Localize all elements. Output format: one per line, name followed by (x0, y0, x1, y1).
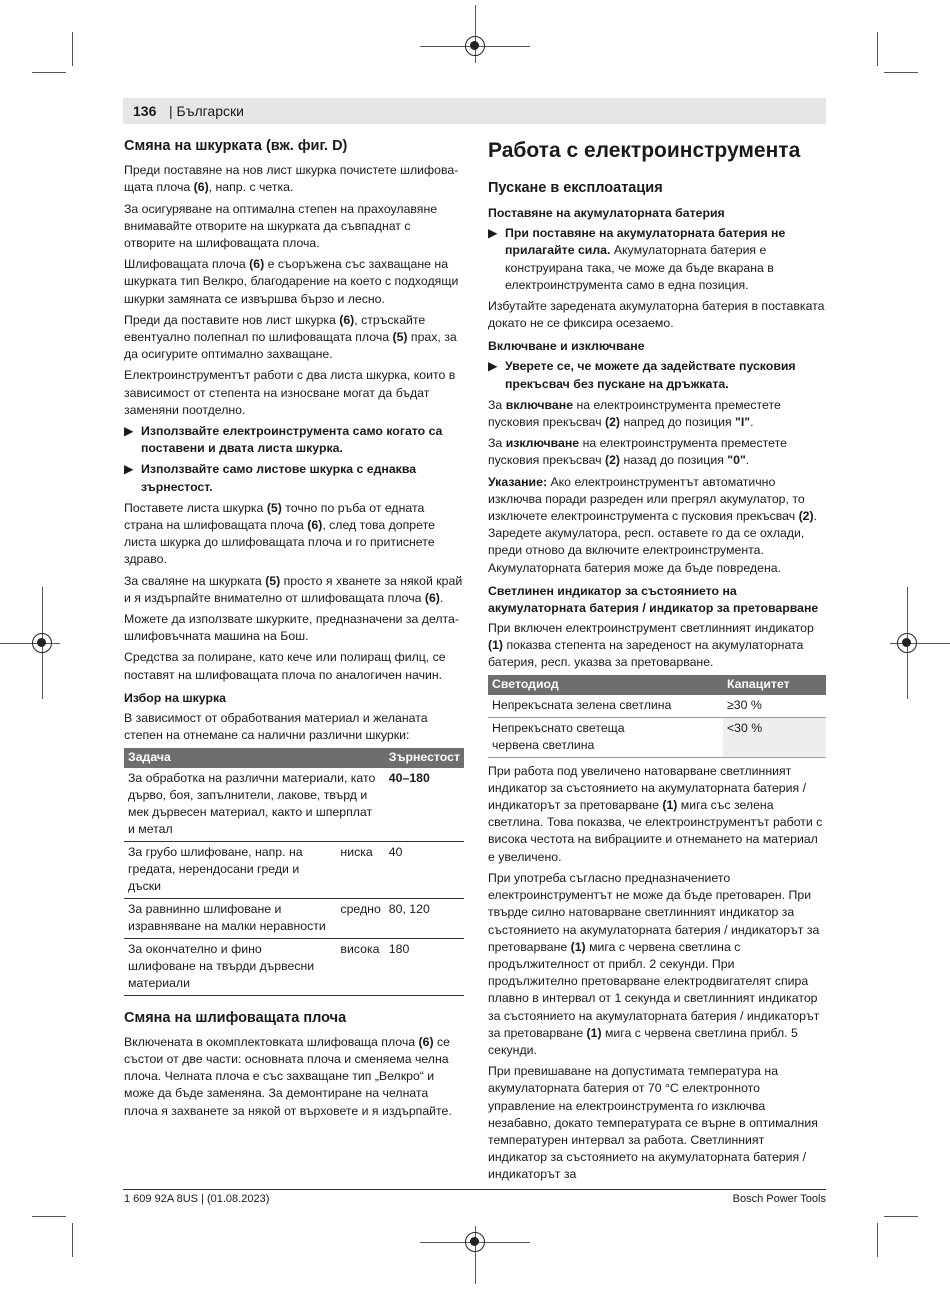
registration-mark-icon (465, 1232, 485, 1252)
table-row (124, 898, 464, 938)
table-row (488, 695, 826, 718)
language-label: Български (176, 103, 244, 119)
table-cell: <30 % (723, 717, 826, 757)
registration-mark-icon (897, 633, 917, 653)
crop-mark (884, 1216, 918, 1217)
subsection-heading: Избор на шкурка (124, 690, 226, 705)
table-cell: 40 (385, 841, 464, 898)
chapter-title: Работа с електроинструмента (488, 139, 801, 162)
table-header: Светодиод (488, 675, 723, 694)
footer-divider (123, 1189, 826, 1190)
paragraph: При включен електроинструмент светлинният индикатор (1) показва степента на зареденост на акумулаторната батерия, респ. указва за претоварване. (488, 620, 814, 670)
crop-mark (32, 1216, 66, 1217)
section-heading: Смяна на шкурката (вж. фиг. D) (124, 138, 348, 154)
table-row (124, 768, 464, 842)
table-cell: 40–180 (385, 768, 464, 842)
table-cell: ≥30 % (723, 695, 826, 718)
crop-mark (32, 72, 66, 73)
table-header: Задача (124, 748, 385, 767)
paragraph: Електроинструментът работи с два листа шкурка, които в зависимост от степента на износване могат да бъдат заменяни поотделно. (124, 368, 456, 417)
right-column (488, 138, 826, 1188)
paragraph: Преди поставяне на нов лист шкурка почистете шлифоващата плоча (6), напр. с четка. (124, 163, 459, 195)
table-row (124, 938, 464, 995)
table-cell: За обработка на различни материали, като дърво, боя, запълнители, лакове, твърд и мек дървесен материал, както и шперплат и метал (124, 768, 385, 842)
table-cell: За окончателно и фино шлифоване на твърди дървесни материали (124, 938, 336, 995)
subsection-heading: Поставяне на акумулаторната батерия (488, 206, 725, 221)
table-cell: 80, 120 (385, 898, 464, 938)
table-cell: 180 (385, 938, 464, 995)
warning-bullet: ▶ Използвайте електроинструмента само когато са поставени и двата листа шкурка. (124, 424, 443, 456)
table-cell: Непрекъснато светеща червена светлина (488, 717, 723, 757)
paragraph: Можете да използвате шкурките, предназначени за делта-шлифовъчната машина на Бош. (124, 612, 459, 644)
subsection-heading: Включване и изключване (488, 339, 645, 354)
table-cell: За грубо шлифоване, напр. на гредата, нерендосани греди и дъски (124, 841, 336, 898)
paragraph: Преди да поставите нов лист шкурка (6), стръскайте евентуално полепнал по шлифоващата плоча (5) прах, за да осигурите оптимално захващане. (124, 312, 457, 362)
crop-mark (884, 72, 918, 73)
section-heading: Пускане в експлоатация (488, 180, 663, 196)
paragraph: Средства за полиране, като кече или полиращ филц, се поставят на шлифоващата плоча по аналогичен начин. (124, 650, 446, 682)
warning-bullet: ▶ Уверете се, че можете да задействате пусковия прекъсвач без пускане на дръжката. (488, 359, 796, 391)
paragraph: При превишаване на допустимата температура на акумулаторната батерия от 70 °C електронното управление на електроинструмента го изключва незабавно, докато температурата се върне в оптималния температурен интервал за работа. Светлинният индикатор за състоянието на акумулаторната батерия / индикаторът за (488, 1064, 818, 1182)
table-cell: Непрекъсната зелена светлина (488, 695, 723, 718)
arrow-icon: ▶ (124, 424, 134, 439)
table-row (124, 841, 464, 898)
crop-mark (72, 32, 73, 66)
subsection-heading: Светлинен индикатор за състоянието на акумулаторната батерия / индикатор за претоварване (488, 583, 819, 615)
paragraph: Избутайте заредената акумулаторна батерия в поставката докато не се фиксира осезаемо. (488, 299, 825, 331)
crop-mark (877, 32, 878, 66)
warning-bullet: ▶ При поставяне на акумулаторната батерия не прилагайте сила. Акумулаторната батерия е конструирана така, че може да бъде вкарана в електроинструмента само в една позиция. (488, 226, 786, 292)
page-number: 136 (133, 103, 157, 119)
paragraph: При работа под увеличено натоварване светлинният индикатор за състоянието на акумулаторната батерия / индикаторът за претоварване (1) мига със зелена светлина. Това показва, че електроинструментът работи с висока честота на вибрациите и отнемането на материал е увеличено. (488, 763, 823, 864)
table-cell: висока (336, 938, 384, 995)
table-header: Капацитет (723, 675, 826, 694)
table-cell: средно (336, 898, 384, 938)
paragraph: В зависимост от обработвания материал и желаната степен на отнемане са налични различни шкурки: (124, 710, 428, 743)
led-table (488, 675, 826, 757)
table-cell: За равнинно шлифоване и изравняване на малки неравности (124, 898, 336, 938)
paragraph: За сваляне на шкурката (5) просто я хванете за някой край и я издърпайте внимателно от шлифоващата плоча (6). (124, 573, 463, 605)
crop-mark (72, 1223, 73, 1257)
paragraph: Включената в окомплектовката шлифоваща плоча (6) се състои от две части: основната плоча и сменяема челна плоча. Челната плоча е със захващане тип „Велкро“ и може да бъде заменяна. За демонтиране на челната плоча я захванете за някой от върховете и я издърпайте. (124, 1034, 452, 1118)
paragraph: При употреба съгласно предназначението електроинструментът не може да бъде претоварен. При твърде силно натоварване светлинният индикатор за състоянието на акумулаторната батерия / индикаторът за претоварване (1) мига с червена светлина с продължителност от прибл. 2 секунди. При продължително претоварване електродвигателят спира плавно в интервал от 1 секунда и светлинният индикатор за състоянието на акумулаторната батерия / индикаторът за претоварване (1) мига с червена светлина прибл. 5 секунди. (488, 870, 820, 1057)
registration-mark-icon (32, 633, 52, 653)
page-language: | Български (169, 103, 244, 119)
footer-brand: Bosch Power Tools (732, 1193, 826, 1205)
left-column (124, 138, 464, 1124)
section-heading: Смяна на шлифоващата плоча (124, 1009, 347, 1026)
arrow-icon: ▶ (488, 226, 498, 241)
table-cell: ниска (336, 841, 384, 898)
page-header (123, 98, 826, 124)
paragraph: Шлифоващата плоча (6) е съоръжена със захващане на шкурката тип Велкро, благодарение на което с подходящи шкурки замяната се извършва бързо и лесно. (124, 257, 459, 306)
crop-mark (877, 1223, 878, 1257)
paragraph: За изключване на електроинструмента преместете пусковия прекъсвач (2) назад до позиция "0". (488, 436, 787, 468)
arrow-icon: ▶ (488, 359, 498, 374)
table-header: Зърнестост (385, 748, 464, 767)
note-paragraph: Указание: Ако електроинструментът автоматично изключва поради разреден или прегрял акумулатор, то изключете електроинструмента с пусковия прекъсвач (2). Заредете акумулатора, респ. оставете го да се охлади, преди отново да включите електроинструмента. Акумулаторната батерия може да бъде повредена. (488, 474, 818, 575)
footer-doc-number: 1 609 92A 8US | (01.08.2023) (124, 1193, 270, 1205)
paragraph: Поставете листа шкурка (5) точно по ръба от едната страна на шлифоващата плоча (6), след това допрете листа шкурка до шлифоващата плоча и го притиснете здраво. (124, 500, 435, 567)
registration-mark-icon (465, 36, 485, 56)
paragraph: За осигуряване на оптимална степен на прахоулавяне внимавайте отворите на шкурката да съвпаднат с отворите на шлифоващата плоча. (124, 201, 438, 251)
paragraph: За включване на електроинструмента преместете пусковия прекъсвач (2) напред до позиция "I". (488, 397, 781, 430)
sandpaper-table (124, 748, 464, 995)
table-row (488, 717, 826, 757)
warning-bullet: ▶ Използвайте само листове шкурка с еднаква зърнестост. (124, 462, 417, 494)
arrow-icon: ▶ (124, 462, 134, 477)
